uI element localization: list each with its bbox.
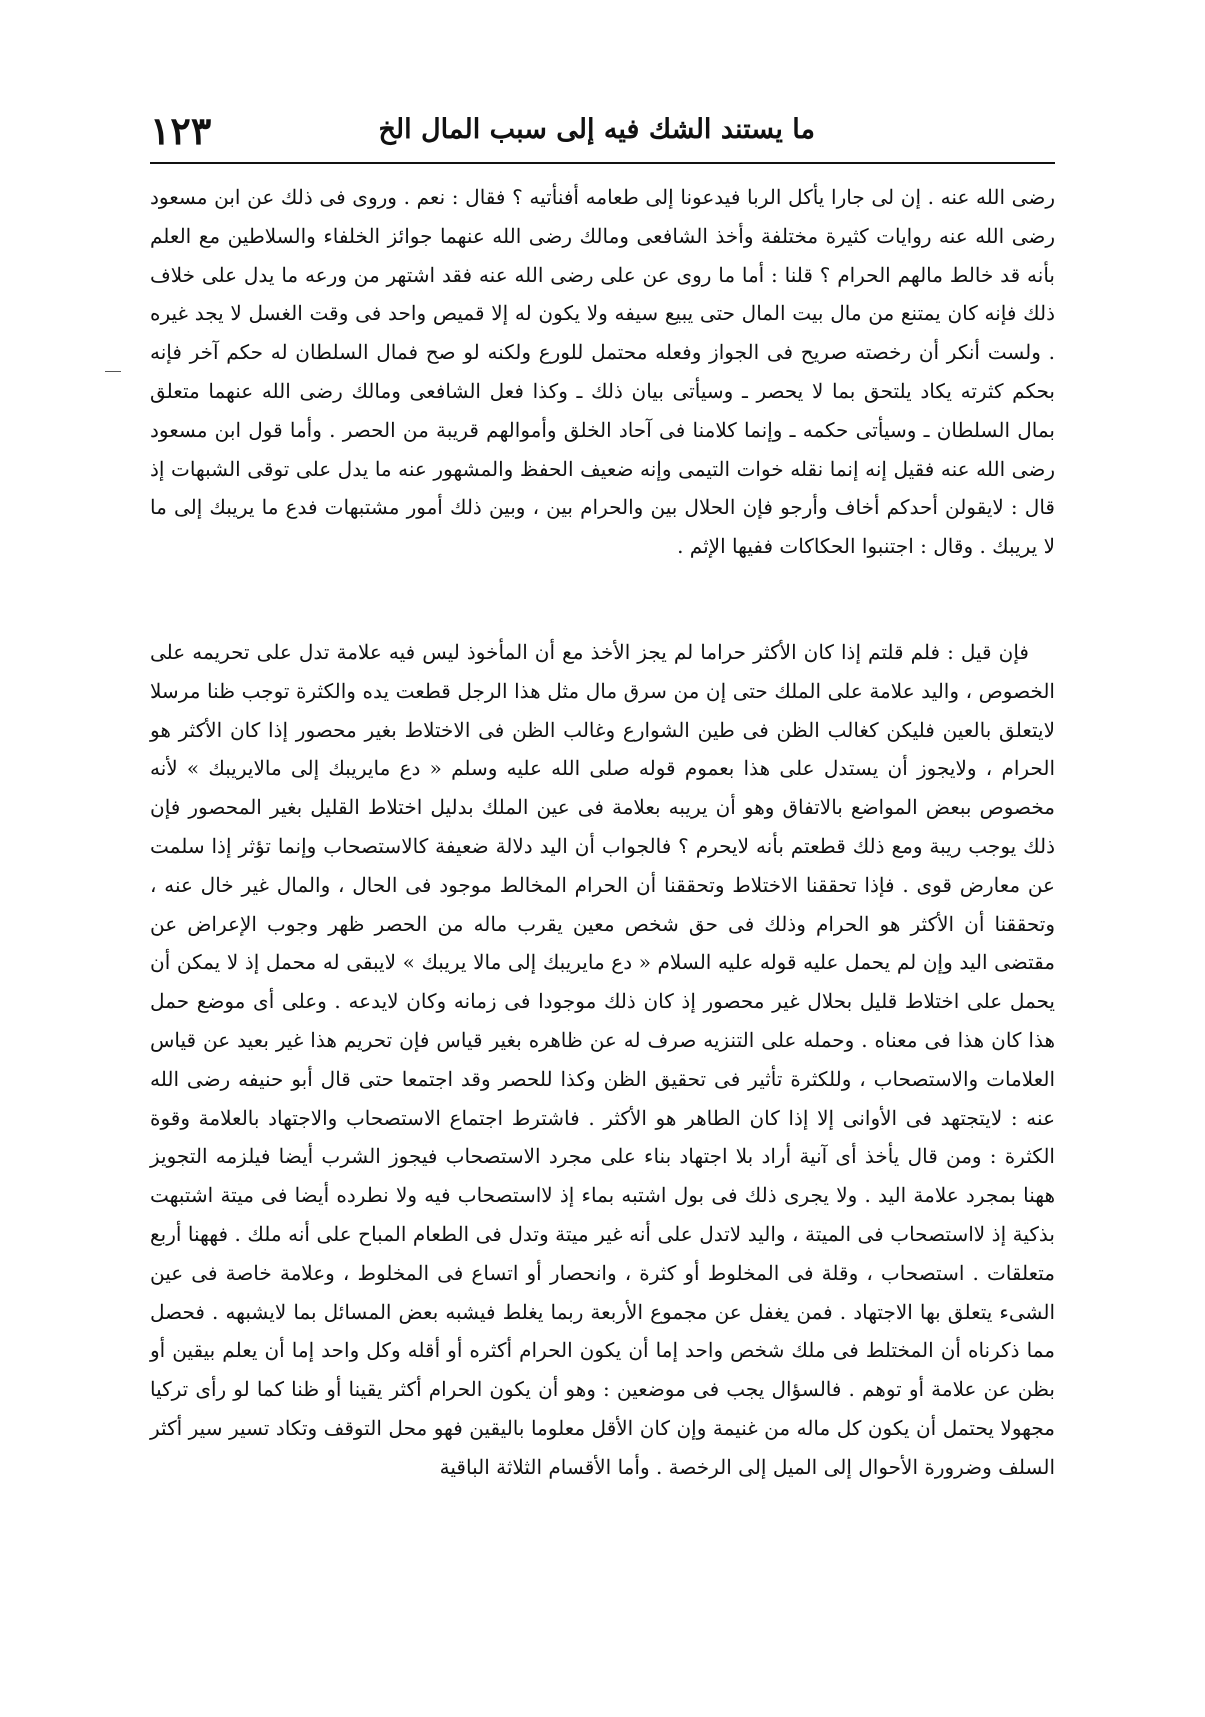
running-header <box>150 108 1055 160</box>
body-section-continued <box>150 178 1055 566</box>
page-number: ١٢٣ <box>150 108 212 153</box>
paragraph-objection: فإن قيل : فلم قلتم إذا كان الأكثر حراما لم يجز الأخذ مع أن المأخوذ ليس فيه علامة تدل على تحريمه على الخصوص ، واليد علامة على الملك حتى إن من سرق مال مثل هذا الرجل قطعت يده والكثرة توجب ظنا مرسلا لايتعلق بالعين فليكن كغالب الظن فى طين الشوارع وغالب الظن فى الاختلاط بغير محصور إذا كان الأكثر هو الحرام ، ولايجوز أن يستدل على هذا بعموم قوله صلى الله عليه وسلم « دع مايريبك إلى مالايريبك » لأنه مخصوص ببعض المواضع بالاتفاق وهو أن يريبه بعلامة فى عين الملك بدليل اختلاط القليل بغير المحصور فإن ذلك يوجب ريبة ومع ذلك قطعتم بأنه لايحرم ؟ فالجواب أن اليد دلالة ضعيفة كالاستصحاب وإنما تؤثر إذا سلمت عن معارض قوى . فإذا تحققنا الاختلاط وتحققنا أن الحرام المخالط موجود فى الحال ، والمال غير خال عنه ، وتحققنا أن الأكثر هو الحرام وذلك فى حق شخص معين يقرب ماله من الحصر ظهر وجوب الإعراض عن مقتضى اليد وإن لم يحمل عليه قوله عليه السلام « دع مايريبك إلى مالا يريبك » لايبقى له محمل إذ لا يمكن أن يحمل على اختلاط قليل بحلال غير محصور إذ كان ذلك موجودا فى زمانه وكان لايدعه . وعلى أى موضع حمل هذا كان هذا فى معناه . وحمله على التنزيه صرف له عن ظاهره بغير قياس فإن تحريم هذا غير بعيد عن قياس العلامات والاستصحاب ، وللكثرة تأثير فى تحقيق الظن وكذا للحصر وقد اجتمعا حتى قال أبو حنيفه رضى الله عنه : لايتجتهد فى الأوانى إلا إذا كان الطاهر هو الأكثر . فاشترط اجتماع الاستصحاب والاجتهاد بالعلامة وقوة الكثرة : ومن قال يأخذ أى آنية أراد بلا اجتهاد بناء على مجرد الاستصحاب فيجوز الشرب أيضا فيلزمه التجويز ههنا بمجرد علامة اليد . ولا يجرى ذلك فى بول اشتبه بماء إذ لااستصحاب فيه ولا نطرده أيضا فى ميتة اشتبهت بذكية إذ لااستصحاب فى الميتة ، واليد لاتدل على أنه غير ميتة وتدل فى الطعام المباح على أنه ملك . فههنا أربع متعلقات . استصحاب ، وقلة فى المخلوط أو كثرة ، وانحصار أو اتساع فى المخلوط ، وعلامة خاصة فى عين الشىء يتعلق بها الاجتهاد . فمن يغفل عن مجموع الأربعة ربما يغلط فيشبه بعض المسائل بما لايشبهه . فحصل مما ذكرناه أن المختلط فى ملك شخص واحد إما أن يكون الحرام أكثره أو أقله وكل واحد إما أن يعلم بيقين أو بظن عن علامة أو توهم . فالسؤال يجب فى موضعين : وهو أن يكون الحرام أكثر يقينا أو ظنا كما لو رأى تركيا مجهولا يحتمل أن يكون كل ماله من غنيمة وإن كان الأقل معلوما باليقين فهو محل التوقف وتكاد تسير سير أكثر السلف وضرورة الأحوال إلى الميل إلى الرخصة . وأما الأقسام الثلاثة الباقية <box>150 640 1056 1479</box>
body-section-objection <box>150 633 1055 1487</box>
paragraph-continued: رضى الله عنه . إن لى جارا يأكل الربا فيدعونا إلى طعامه أفنأتيه ؟ فقال : نعم . وروى فى ذلك عن ابن مسعود رضى الله عنه روايات كثيرة مختلفة وأخذ الشافعى ومالك رضى الله عنهما جوائز الخلفاء والسلاطين مع العلم بأنه قد خالط مالهم الحرام ؟ قلنا : أما ما روى عن على رضى الله عنه فقد اشتهر من ورعه ما يدل على خلاف ذلك فإنه كان يمتنع من مال بيت المال حتى يبيع سيفه ولا يكون له إلا قميص واحد فى وقت الغسل لا يجد غيره . ولست أنكر أن رخصته صريح فى الجواز وفعله محتمل للورع ولكنه لو صح فمال السلطان له حكم آخر فإنه بحكم كثرته يكاد يلتحق بما لا يحصر ـ وسيأتى بيان ذلك ـ وكذا فعل الشافعى ومالك رضى الله عنهما متعلق بمال السلطان ـ وسيأتى حكمه ـ وإنما كلامنا فى آحاد الخلق وأموالهم قريبة من الحصر . وأما قول ابن مسعود رضى الله عنه فقيل إنه إنما نقله خوات التيمى وإنه ضعيف الحفظ والمشهور عنه ما يدل على توقى الشبهات إذ قال : لايقولن أحدكم أخاف وأرجو فإن الحلال بين والحرام بين ، وبين ذلك أمور مشتبهات فدع ما يريبك إلى ما لا يريبك . وقال : اجتنبوا الحكاكات ففيها الإثم . <box>150 185 1055 559</box>
margin-mark <box>105 371 121 372</box>
running-title: ما يستند الشك فيه إلى سبب المال الخ <box>378 114 815 145</box>
header-divider <box>150 162 1055 164</box>
